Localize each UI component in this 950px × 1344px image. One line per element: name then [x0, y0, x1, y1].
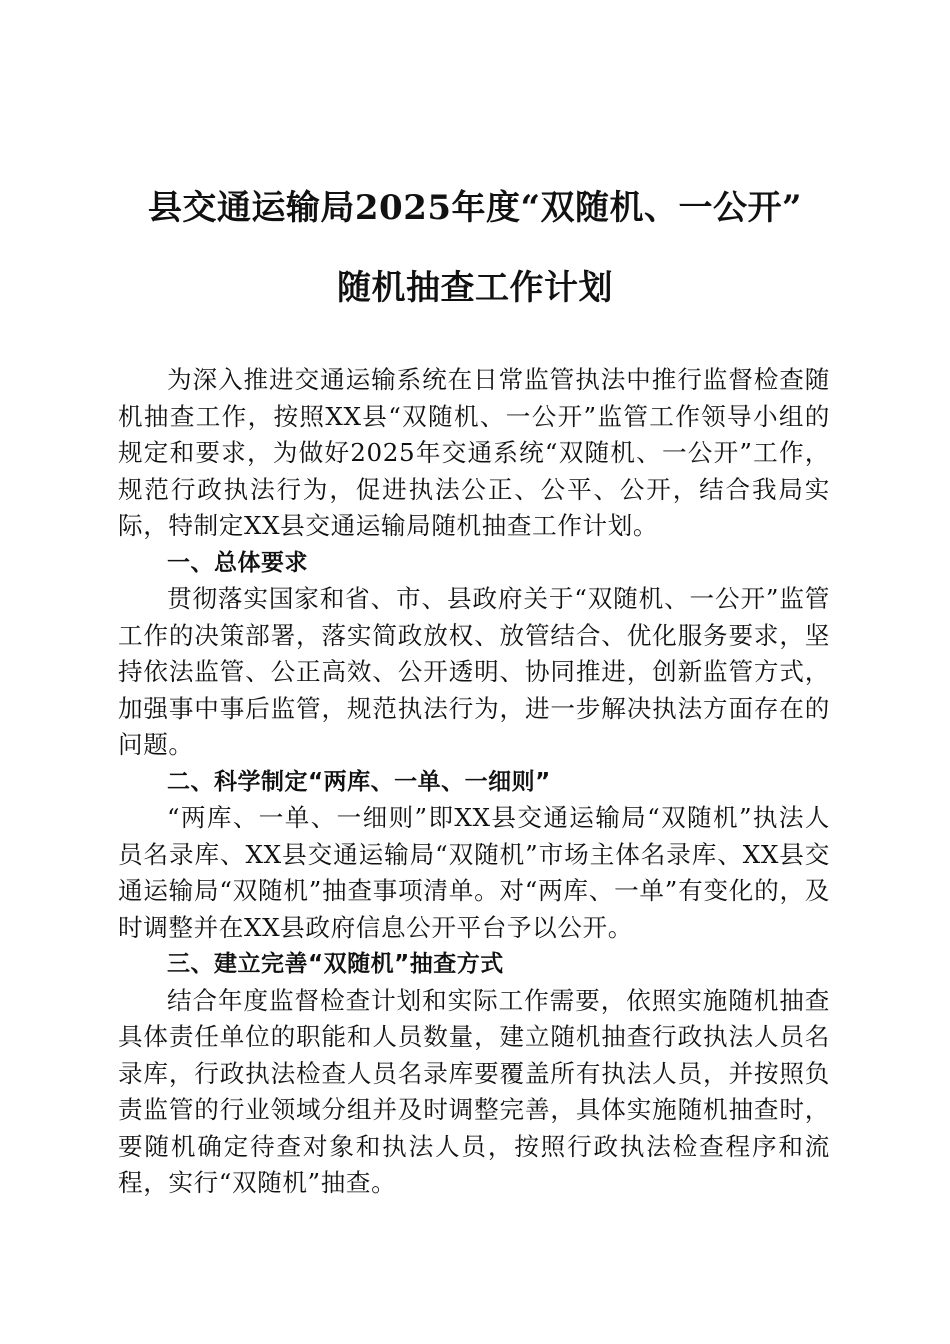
- section-body-1: 贯彻落实国家和省、市、县政府关于“双随机、一公开”监管工作的决策部署，落实简政放权、放管结合、优化服务要求，坚持依法监管、公正高效、公开透明、协同推进，创新监管方式，加强事中事后监管，规范执法行为，进一步解决执法方面存在的问题。: [118, 584, 830, 759]
- title-line-1: 县交通运输局2025年度“双随机、一公开”: [147, 188, 803, 228]
- section-heading-2: 二、科学制定“两库、一单、一细则”: [167, 768, 551, 795]
- document-title: [60, 168, 890, 328]
- section-heading-1: 一、总体要求: [167, 549, 308, 576]
- section-heading-3: 三、建立完善“双随机”抽查方式: [167, 951, 504, 977]
- section-body-2: “两库、一单、一细则”即XX县交通运输局“双随机”执法人员名录库、XX县交通运输局“双随机”市场主体名录库、XX县交通运输局“双随机”抽查事项清单。对“两库、一单”有变化的，及时调整并在XX县政府信息公开平台予以公开。: [118, 803, 830, 942]
- document-body: [118, 362, 830, 1202]
- section-body-3: 结合年度监督检查计划和实际工作需要，依照实施随机抽查具体责任单位的职能和人员数量，建立随机抽查行政执法人员名录库，行政执法检查人员名录库要覆盖所有执法人员，并按照负责监管的行业领域分组并及时调整完善，具体实施随机抽查时，要随机确定待查对象和执法人员，按照行政执法检查程序和流程，实行“双随机”抽查。: [118, 985, 830, 1197]
- title-line-2: 随机抽查工作计划: [337, 268, 613, 308]
- intro-paragraph: 为深入推进交通运输系统在日常监管执法中推行监督检查随机抽查工作，按照XX县“双随机、一公开”监管工作领导小组的规定和要求，为做好2025年交通系统“双随机、一公开”工作，规范行政执法行为，促进执法公正、公平、公开，结合我局实际，特制定XX县交通运输局随机抽查工作计划。: [118, 365, 830, 540]
